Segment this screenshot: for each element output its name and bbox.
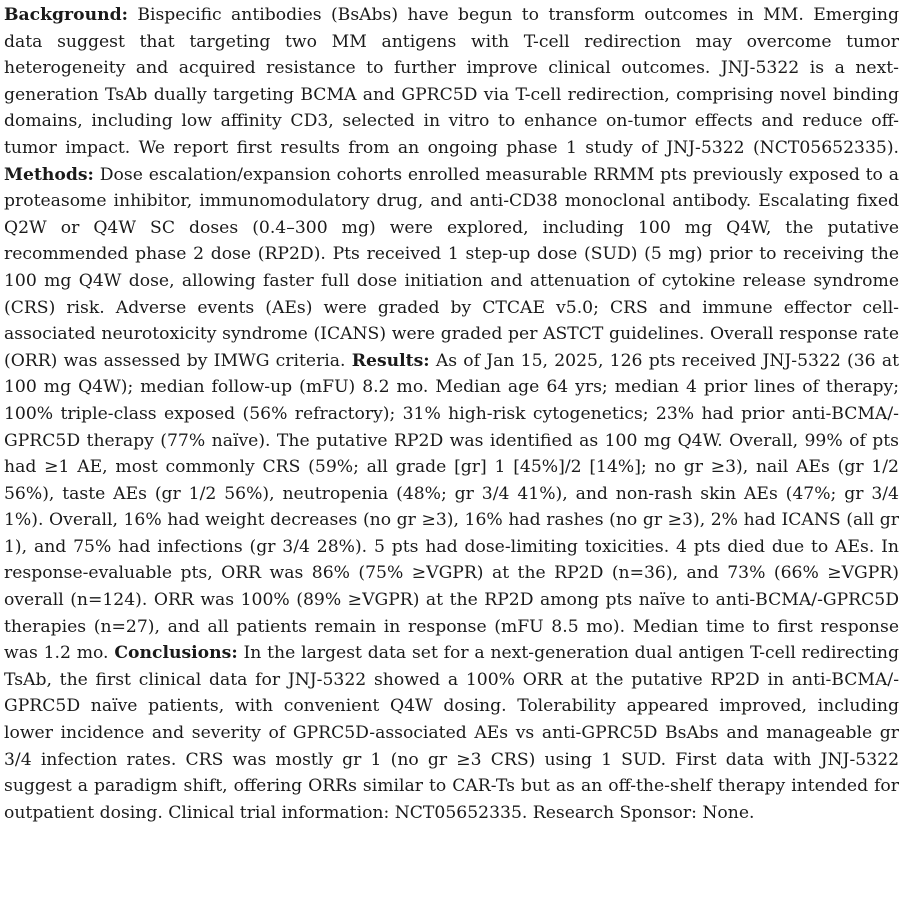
results-label: Results: <box>351 350 430 371</box>
background-label: Background: <box>4 5 128 25</box>
conclusions-text: In the largest data set for a next-generation dual antigen T-cell redirecting TsAb, the first clinical data for JNJ-5322 showed a 100% ORR at the putative RP2D in anti-BCMA/-GPRC5D naïve patients, with convenient Q4W dosing. Tolerability appeared improved, including lower incidence and severity of GPRC5D-associated AEs vs anti-GPRC5D BsAbs and manageable gr 3/4 infection rates. CRS was mostly gr 1 (no gr ≥3 CRS) using 1 SUD. First data with JNJ-5322 suggest a paradigm shift, offering ORRs similar to CAR-Ts but as an off-the-shelf therapy intended for outpatient dosing. Clinical trial information: NCT05652335. Research Sponsor: None. <box>4 643 899 823</box>
abstract-paragraph <box>4 2 899 826</box>
background-text: Bispecific antibodies (BsAbs) have begun to transform outcomes in MM. Emerging data suggest that targeting two MM antigens with T-cell redirection may overcome tumor heterogeneity and acquired resistance to further improve clinical outcomes. JNJ-5322 is a next-generation TsAb dually targeting BCMA and GPRC5D via T-cell redirection, comprising novel binding domains, including low affinity CD3, selected in vitro to enhance on-tumor effects and reduce off-tumor impact. We report first results from an ongoing phase 1 study of JNJ-5322 (NCT05652335). <box>4 5 899 158</box>
results-text: As of Jan 15, 2025, 126 pts received JNJ-5322 (36 at 100 mg Q4W); median follow-up (mFU) 8.2 mo. Median age 64 yrs; median 4 prior lines of therapy; 100% triple-class exposed (56% refractory); 31% high-risk cytogenetics; 23% had prior anti-BCMA/-GPRC5D therapy (77% naïve). The putative RP2D was identified as 100 mg Q4W. Overall, 99% of pts had ≥1 AE, most commonly CRS (59%; all grade [gr] 1 [45%]/2 [14%]; no gr ≥3), nail AEs (gr 1/2 56%), taste AEs (gr 1/2 56%), neutropenia (48%; gr 3/4 41%), and non-rash skin AEs (47%; gr 3/4 1%). Overall, 16% had weight decreases (no gr ≥3), 16% had rashes (no gr ≥3), 2% had ICANS (all gr 1), and 75% had infections (gr 3/4 28%). 5 pts had dose-limiting toxicities. 4 pts died due to AEs. In response-evaluable pts, ORR was 86% (75% ≥VGPR) at the RP2D (n=36), and 73% (66% ≥VGPR) overall (n=124). ORR was 100% (89% ≥VGPR) at the RP2D among pts naïve to anti-BCMA/-GPRC5D therapies (n=27), and all patients remain in response (mFU 8.5 mo). Median time to first response was 1.2 mo. <box>4 350 899 664</box>
conclusions-label: Conclusions: <box>114 643 238 664</box>
methods-label: Methods: <box>4 164 94 185</box>
methods-text: Dose escalation/expansion cohorts enrolled measurable RRMM pts previously exposed to a proteasome inhibitor, immunomodulatory drug, and anti-CD38 monoclonal antibody. Escalating fixed Q2W or Q4W SC doses (0.4–300 mg) were explored, including 100 mg Q4W, the putative recommended phase 2 dose (RP2D). Pts received 1 step-up dose (SUD) (5 mg) prior to receiving the 100 mg Q4W dose, allowing faster full dose initiation and attenuation of cytokine release syndrome (CRS) risk. Adverse events (AEs) were graded by CTCAE v5.0; CRS and immune effector cell-associated neurotoxicity syndrome (ICANS) were graded per ASTCT guidelines. Overall response rate (ORR) was assessed by IMWG criteria. <box>4 164 899 371</box>
